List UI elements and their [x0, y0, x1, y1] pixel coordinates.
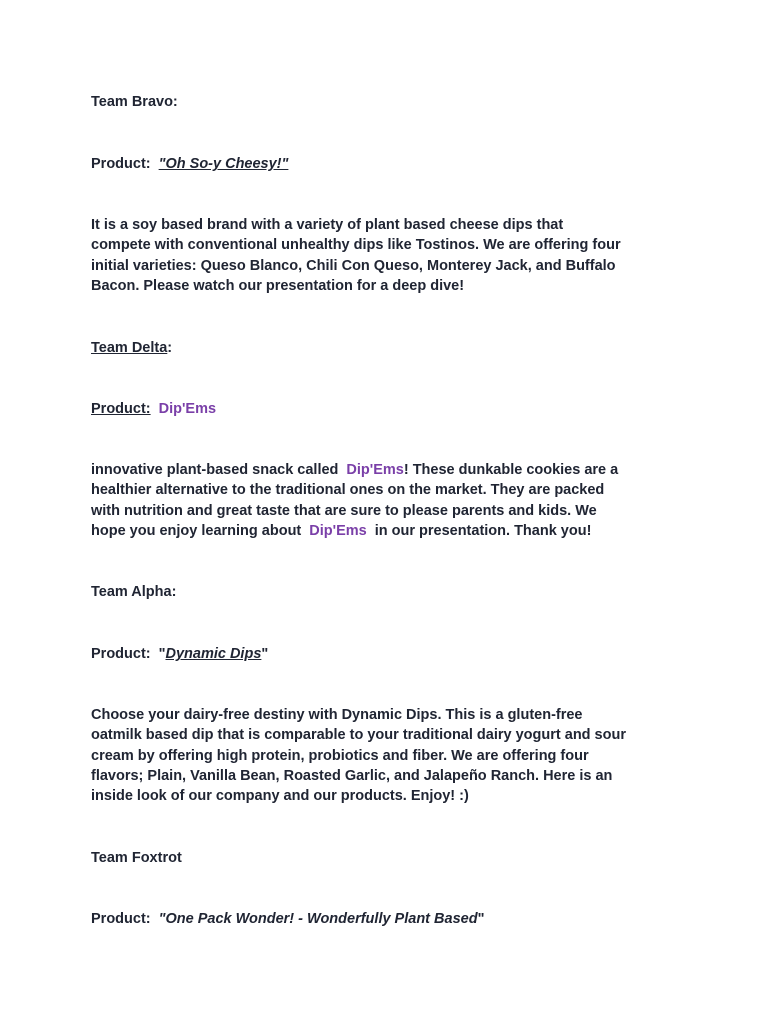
description-line: flavors; Plain, Vanilla Bean, Roasted Garlic, and Jalapeño Ranch. Here is an	[91, 767, 613, 784]
text-segment: innovative plant-based snack called	[91, 462, 339, 478]
product-name: Dip'Ems	[158, 401, 217, 417]
team-alpha-description	[91, 705, 681, 806]
team-foxtrot-product-line	[91, 909, 484, 929]
description-line: healthier alternative to the traditional ones on the market. They are packed	[91, 482, 605, 499]
team-delta-heading-text: Team Delta	[91, 340, 168, 356]
product-name: Dynamic Dips	[165, 646, 262, 662]
heading-colon: :	[167, 340, 173, 356]
description-line: Bacon. Please watch our presentation for a deep dive!	[91, 277, 465, 294]
quote-open: "	[158, 646, 166, 662]
description-line	[91, 521, 681, 541]
product-name: "One Pack Wonder! - Wonderfully Plant Based	[158, 911, 478, 927]
product-label: Product:	[91, 911, 151, 927]
product-label: Product:	[91, 401, 151, 417]
text-segment: hope you enjoy learning about	[91, 522, 302, 539]
description-line: initial varieties: Queso Blanco, Chili Con Queso, Monterey Jack, and Buffalo	[91, 257, 616, 274]
brand-name: Dip'Ems	[309, 522, 367, 539]
product-label: Product:	[91, 156, 151, 172]
team-delta-product-line	[91, 399, 216, 419]
team-bravo-description	[91, 215, 681, 296]
team-alpha-product-line	[91, 644, 268, 664]
text-segment: ! These dunkable cookies are a	[403, 462, 619, 478]
product-label: Product:	[91, 646, 151, 662]
team-foxtrot-heading: Team Foxtrot	[91, 850, 182, 866]
description-line: with nutrition and great taste that are sure to please parents and kids. We	[91, 502, 597, 519]
description-line: It is a soy based brand with a variety of plant based cheese dips that	[91, 217, 564, 233]
description-line: inside look of our company and our products. Enjoy! :)	[91, 788, 469, 805]
description-line	[91, 460, 681, 480]
team-delta-description	[91, 460, 681, 541]
quote-close: "	[477, 911, 485, 927]
team-alpha-heading: Team Alpha:	[91, 584, 177, 600]
description-line: compete with conventional unhealthy dips like Tostinos. We are offering four	[91, 237, 621, 254]
description-line: Choose your dairy-free destiny with Dynamic Dips. This is a gluten-free	[91, 707, 583, 723]
brand-name: Dip'Ems	[346, 462, 404, 478]
team-bravo-product-line	[91, 154, 288, 174]
product-name: "Oh So-y Cheesy!"	[158, 156, 289, 172]
team-bravo-heading: Team Bravo:	[91, 94, 178, 110]
team-delta-heading	[91, 338, 172, 358]
description-line: cream by offering high protein, probiotics and fiber. We are offering four	[91, 747, 589, 764]
text-segment: in our presentation. Thank you!	[374, 522, 592, 539]
quote-close: "	[261, 646, 269, 662]
description-line: oatmilk based dip that is comparable to your traditional dairy yogurt and sour	[91, 727, 626, 744]
